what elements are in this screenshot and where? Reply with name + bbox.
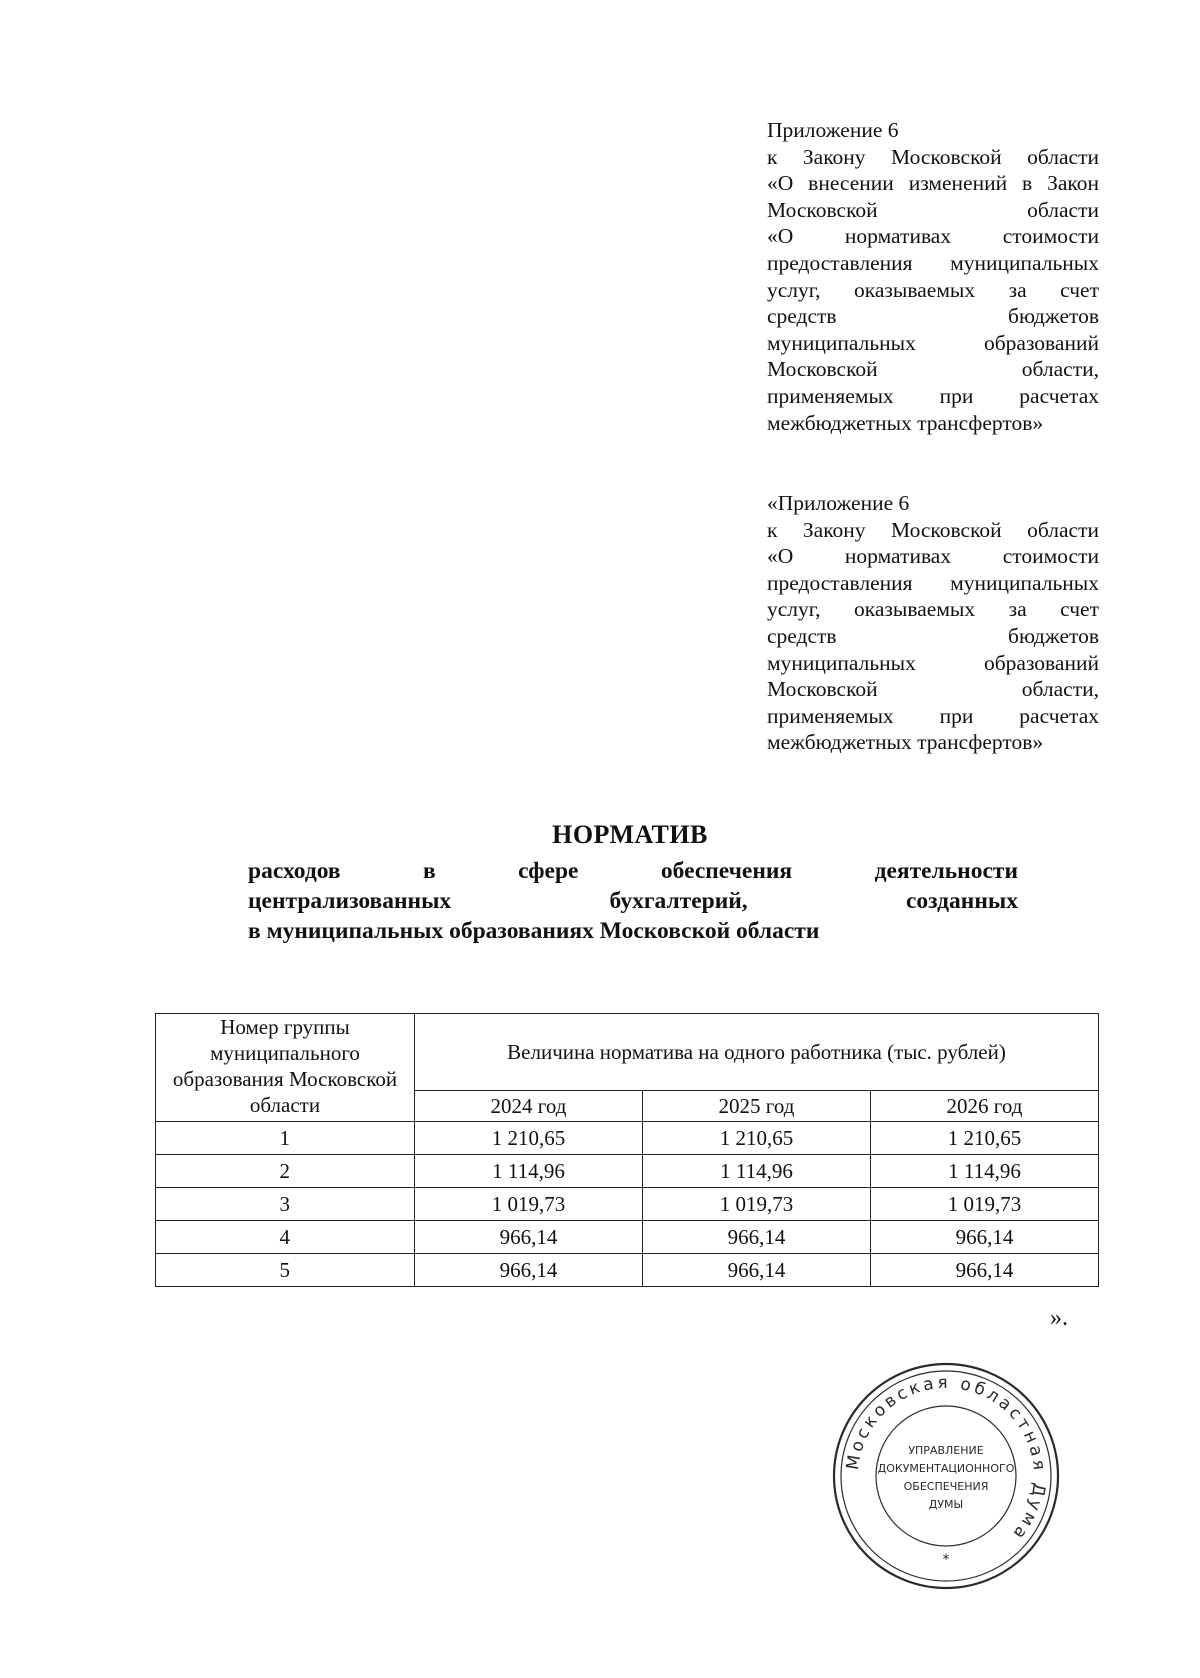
appendix-line: «Приложение 6 [767,491,910,515]
appendix-line: применяемых при расчетах [767,383,1099,408]
appendix-line: Московской области, [767,677,1099,702]
appendix-line: Московской области [767,197,1099,222]
norm-value: 966,14 [415,1221,643,1254]
stamp-center-line: ДОКУМЕНТАЦИОННОГО [877,1462,1015,1475]
subtitle-line-2: централизованных бухгалтерий, созданных [248,888,1018,914]
norm-value: 966,14 [415,1254,643,1287]
norm-value: 966,14 [642,1221,870,1254]
appendix-amendment-header [767,117,1099,436]
year-header: 2025 год [642,1091,870,1122]
table-row [156,1254,1099,1287]
appendix-line: предоставления муниципальных [767,570,1099,595]
stamp-center-line: ОБЕСПЕЧЕНИЯ [903,1480,989,1493]
norm-value: 1 114,96 [870,1155,1098,1188]
appendix-original-header [767,490,1099,756]
norm-value: 1 210,65 [642,1122,870,1155]
norm-value: 1 019,73 [642,1188,870,1221]
appendix-line: к Закону Московской области [767,517,1099,542]
appendix-line: «О нормативах стоимости [767,544,1099,569]
appendix-line: применяемых при расчетах [767,703,1099,728]
stamp-center-ring [876,1406,1016,1546]
appendix-line: предоставления муниципальных [767,250,1099,275]
table-row [156,1188,1099,1221]
group-number: 3 [156,1188,415,1221]
appendix-line: межбюджетных трансфертов» [767,730,1044,755]
appendix-line: услуг, оказываемых за счет [767,597,1099,622]
norm-value: 1 114,96 [415,1155,643,1188]
norm-value: 966,14 [870,1254,1098,1287]
norm-value: 1 019,73 [415,1188,643,1221]
stamp-ring-text: Московская областная Дума [842,1372,1050,1546]
norm-value: 1 114,96 [642,1155,870,1188]
appendix-line: муниципальных образований [767,330,1099,355]
norm-value: 1 210,65 [870,1122,1098,1155]
stamp-center-line: ДУМЫ [928,1498,964,1511]
table-row [156,1122,1099,1155]
closing-quote-mark: ». [1050,1305,1068,1331]
appendix-line: Приложение 6 [767,118,899,142]
subtitle-line-3: в муниципальных образованиях Московской области [248,918,820,944]
table-row [156,1155,1099,1188]
norm-value: 1 019,73 [870,1188,1098,1221]
appendix-line: «О нормативах стоимости [767,224,1099,249]
appendix-line: Московской области, [767,357,1099,382]
document-subtitle [248,856,1018,946]
table-row [156,1221,1099,1254]
subtitle-line-1: расходов в сфере обеспечения деятельности [248,858,1018,884]
appendix-line: к Закону Московской области [767,144,1099,169]
year-header: 2024 год [415,1091,643,1122]
appendix-line: межбюджетных трансфертов» [767,410,1044,435]
group-column-header: Номер группы муниципального образования Московской области [156,1014,415,1122]
asterisk-icon: * [942,1552,950,1568]
value-column-header: Величина норматива на одного работника (тыс. рублей) [415,1014,1099,1091]
group-number: 4 [156,1221,415,1254]
stamp-inner-ring [841,1371,1051,1581]
norm-table [155,1013,1099,1287]
official-stamp [830,1360,1062,1592]
table-header-row [156,1014,1099,1091]
norm-value: 966,14 [642,1254,870,1287]
group-number: 5 [156,1254,415,1287]
document-title: НОРМАТИВ [552,820,708,849]
appendix-line: услуг, оказываемых за счет [767,277,1099,302]
norm-value: 966,14 [870,1221,1098,1254]
group-number: 1 [156,1122,415,1155]
appendix-line: «О внесении изменений в Закон [767,171,1099,196]
group-number: 2 [156,1155,415,1188]
appendix-line: средств бюджетов [767,304,1099,329]
appendix-line: средств бюджетов [767,623,1099,648]
year-header: 2026 год [870,1091,1098,1122]
stamp-center-line: УПРАВЛЕНИЕ [908,1444,984,1457]
norm-value: 1 210,65 [415,1122,643,1155]
appendix-line: муниципальных образований [767,650,1099,675]
